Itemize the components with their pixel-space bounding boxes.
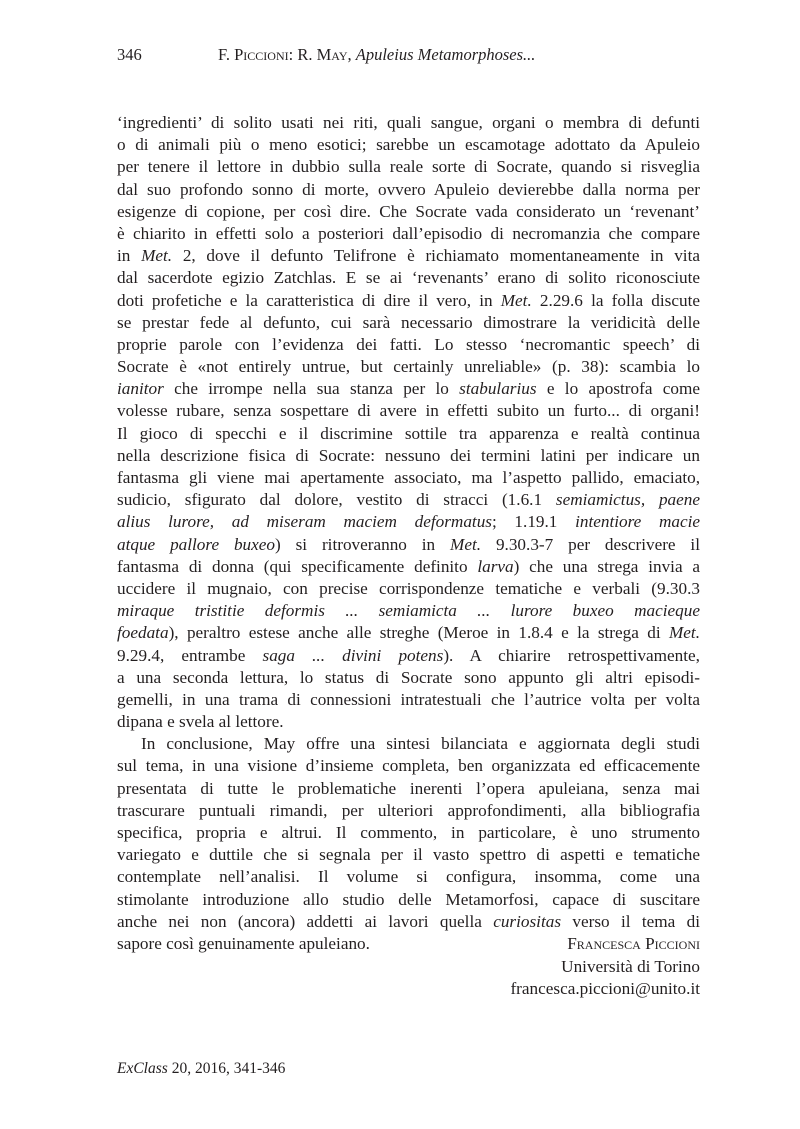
text-line: alius lurore, ad miseram maciem deformatus; 1.19.1 intentiore macie (117, 512, 700, 532)
text-line: 9.29.4, entrambe saga ... divini potens). A chiarire retrospettivamente, (117, 645, 700, 665)
text-line: Socrate è «not entirely untrue, but certainly unreliable» (p. 38): scambia lo (117, 357, 700, 377)
text-line: dal sacerdote egizio Zatchlas. E se ai ‘revenants’ erano di solito riconosciute (117, 268, 700, 288)
signature-block (510, 933, 700, 1001)
text-line: fantasma di donna (qui specificamente definito larva) che una strega invia a (117, 556, 700, 576)
text-line: è chiarito in effetti solo a posteriori dall’episodio di necromanzia che compare (117, 223, 700, 243)
text-line: a una seconda lettura, lo status di Socrate sono appunto gli altri episodi- (117, 667, 700, 687)
text-line: miraque tristitie deformis ... semiamicta ... lurore buxeo macieque (117, 601, 700, 621)
separator: : (288, 45, 298, 64)
text-line: atque pallore buxeo) si ritroveranno in Met. 9.30.3-7 per descrivere il (117, 534, 700, 554)
signature-name: Francesca Piccioni (567, 934, 700, 953)
text-line: variegato e duttile che si segnala per il vasto spettro di aspetti e tematiche (117, 845, 700, 865)
text-line: fantasma gli viene mai apertamente associato, ma l’aspetto pallido, emaciato, (117, 468, 700, 487)
signature-affiliation: Università di Torino (561, 956, 700, 976)
text-line: gemelli, in una trama di connessioni intratestuali che l’autrice volta per volta (117, 689, 700, 709)
text-line: anche nei non (ancora) addetti ai lavori quella curiositas verso il tema di (117, 911, 700, 931)
footer-citation (117, 1060, 285, 1078)
text-line: foedata), peraltro estese anche alle streghe (Meroe in 1.8.4 e la strega di Met. (117, 623, 700, 643)
page-number: 346 (117, 45, 142, 64)
text-line: Il gioco di specchi e il discrimine sottile tra apparenza e realtà continua (117, 423, 700, 443)
author-name: Piccioni (234, 45, 289, 64)
comma: , (347, 45, 356, 64)
text-line: per tenere il lettore in dubbio sulla reale sorte di Socrate, quando si risveglia (117, 157, 700, 177)
text-line: o di animali più o meno esotici; sarebbe un escamotage adottato da Apuleio (117, 135, 700, 155)
text-line: presentata di tutte le problematiche inerenti l’opera apuleiana, senza mai (117, 778, 700, 798)
journal-name: ExClass (117, 1060, 168, 1077)
text-line: sapore così genuinamente apuleiano. (117, 933, 370, 953)
text-line: proprie parole con l’evidenza dei fatti. Lo stesso ‘necromantic speech’ di (117, 334, 700, 354)
reviewed-author-initial: R. (297, 45, 317, 64)
running-header (117, 45, 697, 69)
review-body-text (117, 112, 700, 955)
text-line: stimolante introduzione allo studio delle Metamorfosi, capace di suscitare (117, 889, 700, 909)
text-line: nella descrizione fisica di Socrate: nessuno dei termini latini per indicare un (117, 445, 700, 465)
text-line: volesse rubare, senza sospettare di avere in effetti subito un furto... di organi! (117, 401, 700, 421)
text-line: doti profetiche e la caratteristica di dire il vero, in Met. 2.29.6 la folla discute (117, 290, 700, 310)
signature-email: francesca.piccioni@unito.it (510, 979, 700, 998)
running-title (218, 45, 535, 65)
text-line: specifica, propria e altrui. Il commento, in particolare, è uno strumento (117, 823, 700, 842)
text-line: sul tema, in una visione d’insieme completa, ben organizzata ed efficacemente (117, 756, 700, 776)
reviewed-author-name: May (316, 45, 348, 64)
citation-details: 20, 2016, 341-346 (167, 1060, 286, 1077)
book-title: Apuleius Metamorphoses... (355, 45, 536, 64)
text-line: in Met. 2, dove il defunto Telifrone è richiamato momentaneamente in vita (117, 246, 700, 266)
text-line: contemplate nell’analisi. Il volume si configura, insomma, come una (117, 867, 700, 887)
text-line: ‘ingredienti’ di solito usati nei riti, quali sangue, organi o membra di defunti (117, 113, 700, 132)
text-line: uccidere il mugnaio, con precise corrispondenze tematiche e verbali (9.30.3 (117, 578, 700, 598)
text-line: trascurare puntuali rimandi, per ulteriori approfondimenti, alla bibliografia (117, 800, 700, 820)
text-line: sudicio, sfigurato dal dolore, vestito di stracci (1.6.1 semiamictus, paene (117, 490, 700, 510)
text-line: ianitor che irrompe nella sua stanza per lo stabularius e lo apostrofa come (117, 379, 700, 399)
text-line: dal suo profondo sonno di morte, ovvero Apuleio devierebbe dalla norma per (117, 179, 700, 199)
text-line: dipana e svela al lettore. (117, 712, 284, 732)
text-line: se prestar fede al defunto, cui sarà necessario dimostrare la veridicità delle (117, 312, 700, 332)
author-initial: F. (218, 45, 235, 64)
text-line: In conclusione, May offre una sintesi bilanciata e aggiornata degli studi (141, 734, 700, 754)
text-line: esigenze di copione, per così dire. Che Socrate vada considerato un ‘revenant’ (117, 201, 700, 221)
